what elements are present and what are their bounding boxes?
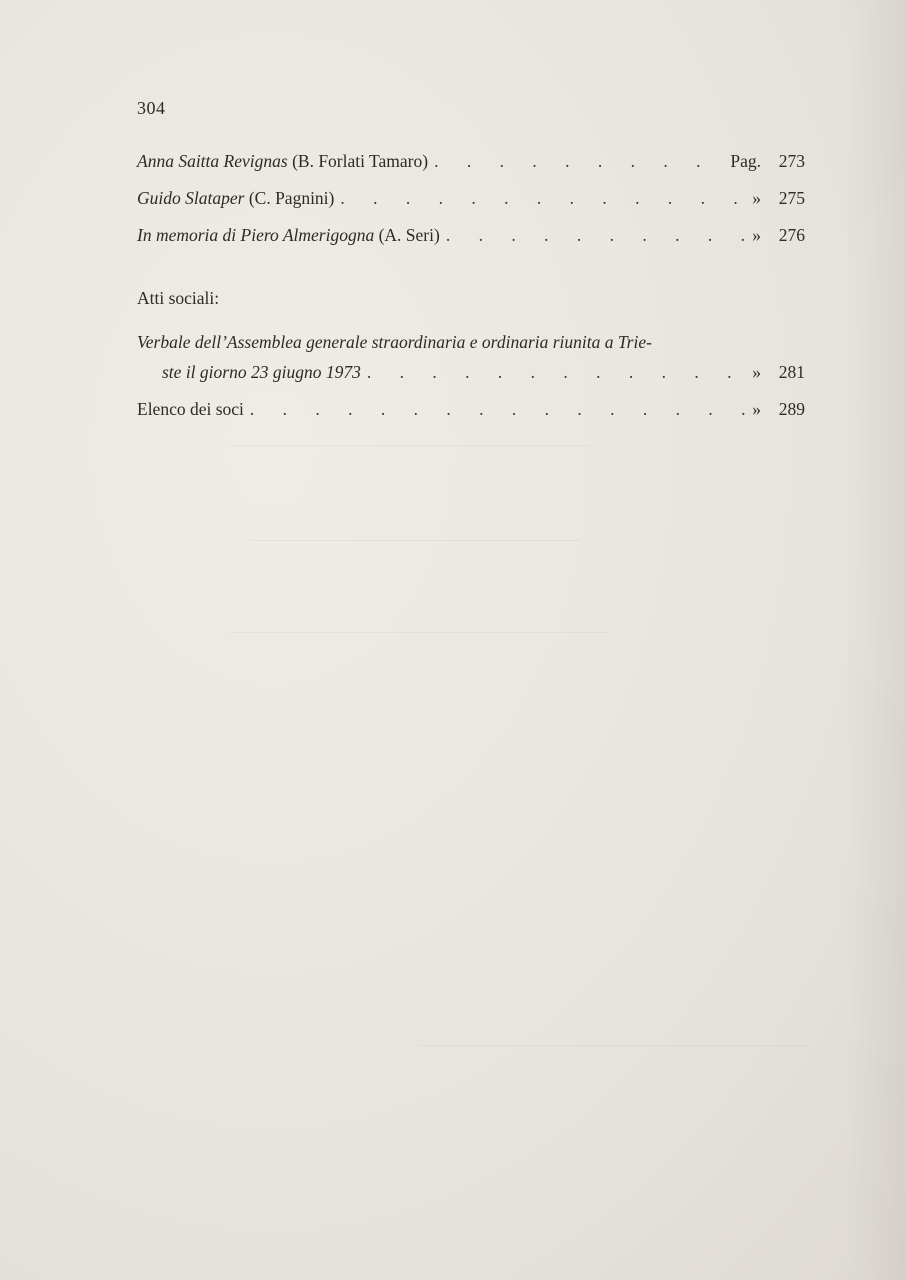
page-number: 304 — [137, 98, 166, 118]
toc-entry — [162, 360, 805, 384]
show-through-mark — [230, 445, 590, 446]
dot-leader — [361, 360, 746, 384]
toc-entry — [137, 397, 805, 421]
toc-entry — [137, 149, 805, 173]
show-through-mark — [420, 1045, 810, 1046]
dot-leader — [334, 186, 746, 210]
show-through-mark — [230, 632, 610, 633]
entry-author: (C. Pagnini) — [248, 188, 335, 208]
entry-author: (A. Seri) — [378, 225, 440, 245]
entry-page-number: 273 — [778, 151, 805, 171]
entry-author: (B. Forlati Tamaro) — [292, 151, 429, 171]
entry-title: Anna Saitta Revignas — [137, 151, 288, 171]
entry-page-prefix: » — [752, 399, 761, 419]
entry-page-number: 289 — [778, 399, 805, 419]
verbale-entry-line1: Verbale dell’Assemblea generale straordinaria e ordinaria riunita a Trie- — [137, 332, 652, 352]
entry-title: ste il giorno 23 giugno 1973 — [162, 362, 361, 382]
dot-leader — [428, 149, 724, 173]
toc-entry — [137, 223, 805, 247]
dot-leader — [244, 397, 746, 421]
entry-page-number: 276 — [778, 225, 805, 245]
entry-title: Elenco dei soci — [137, 399, 244, 419]
entry-page-number: 281 — [778, 362, 805, 382]
entry-title: Guido Slataper — [137, 188, 245, 208]
page-edge-shadow — [845, 0, 905, 1280]
entry-page-number: 275 — [778, 188, 805, 208]
section-heading: Atti sociali: — [137, 288, 220, 308]
show-through-mark — [250, 540, 580, 541]
entry-page-prefix: » — [752, 225, 761, 245]
toc-entry — [137, 186, 805, 210]
entry-page-prefix: Pag. — [730, 151, 761, 171]
entry-page-prefix: » — [752, 188, 761, 208]
entry-title: In memoria di Piero Almerigogna — [137, 225, 375, 245]
dot-leader — [440, 223, 746, 247]
entry-page-prefix: » — [752, 362, 761, 382]
